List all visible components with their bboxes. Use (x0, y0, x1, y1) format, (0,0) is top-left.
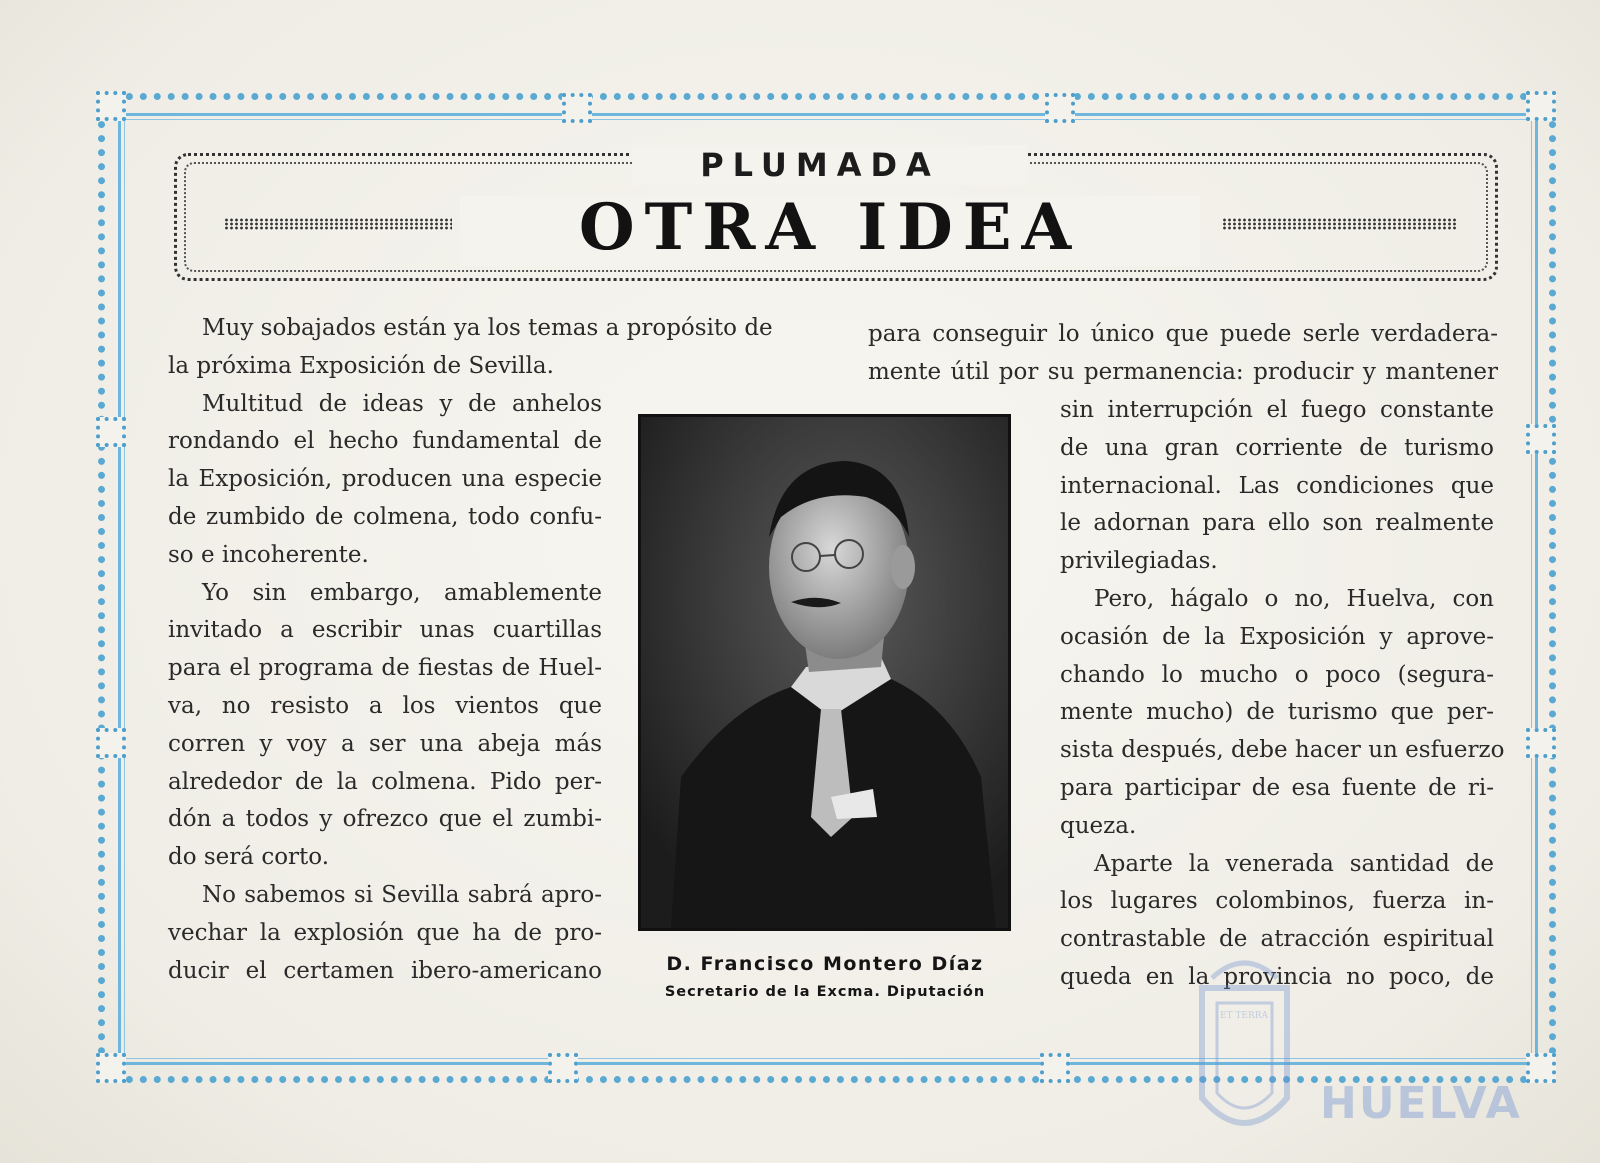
header-dotted-rule-left (224, 218, 452, 230)
column-right-top (868, 316, 1498, 392)
border-left-ornament (96, 417, 126, 447)
header-dotted-rule-right (1222, 218, 1458, 230)
text-line: chando lo mucho o poco (segura- (1060, 661, 1494, 688)
text-line: alrededor de la colmena. Pido per- (168, 768, 602, 795)
text-line: invitado a escribir unas cuartillas (168, 617, 602, 644)
text-line: Pero, hágalo o no, Huelva, con (1094, 585, 1494, 612)
text-line: va, no resisto a los vientos que (168, 692, 602, 719)
portrait-illustration (641, 417, 1008, 928)
text-line: mente mucho) de turismo que per- (1060, 699, 1494, 726)
text-line: Muy sobajados están ya los temas a propósito de (202, 315, 773, 341)
text-line: sista después, debe hacer un esfuerzo (1060, 737, 1505, 764)
text-line: le adornan para ello son realmente (1060, 510, 1494, 537)
text-line: la Exposición, producen una especie (168, 466, 602, 493)
text-line: Aparte la venerada santidad de (1094, 850, 1494, 877)
text-line: corren y voy a ser una abeja más (168, 730, 602, 757)
text-line: do será corto. (168, 844, 330, 871)
section-kicker: PLUMADA (700, 146, 940, 184)
text-line: para el programa de fiestas de Huel- (168, 655, 602, 682)
text-line: mente útil por su permanencia: producir y mantener (868, 358, 1498, 385)
text-line: de una gran corriente de turismo (1060, 434, 1494, 461)
seal-text: ET TERRA (1219, 1011, 1269, 1021)
watermark-text: HUELVA (1320, 1078, 1522, 1129)
border-right-ornament (1526, 728, 1556, 758)
border-corner-ornament (96, 1053, 126, 1083)
border-bottom-ornament (548, 1053, 578, 1083)
huelva-seal-watermark (1192, 958, 1592, 1163)
portrait-photo (638, 414, 1011, 931)
text-line: ducir el certamen ibero-americano (168, 957, 602, 984)
column-right (1060, 392, 1505, 997)
border-right-ornament (1526, 424, 1556, 454)
text-line: No sabemos si Sevilla sabrá apro- (202, 881, 602, 908)
text-line: queda en la provincia no poco, de (1060, 963, 1494, 990)
text-line: los lugares colombinos, fuerza in- (1060, 888, 1494, 915)
text-line: sin interrupción el fuego constante (1060, 397, 1494, 423)
border-top-ornament (1045, 93, 1075, 123)
text-line: contrastable de atracción espiritual (1060, 926, 1494, 953)
text-line: vechar la explosión que ha de pro- (168, 919, 602, 946)
text-line: privilegiadas. (1060, 548, 1218, 575)
text-line: Yo sin embargo, amablemente (202, 579, 602, 606)
text-line: so e incoherente. (168, 541, 369, 568)
border-bottom-ornament (1040, 1053, 1070, 1083)
border-corner-ornament (1526, 91, 1556, 121)
article-title: OTRA IDEA (578, 190, 1082, 265)
photo-caption-name: D. Francisco Montero Díaz (666, 953, 984, 975)
column-left (168, 310, 773, 990)
border-top-ornament (562, 93, 592, 123)
border-corner-ornament (96, 91, 126, 121)
text-line: para participar de esa fuente de ri- (1060, 774, 1494, 801)
text-line: queza. (1060, 812, 1137, 839)
photo-caption-role: Secretario de la Excma. Diputación (664, 984, 986, 1000)
text-line: rondando el hecho fundamental de (168, 428, 602, 455)
text-line: ocasión de la Exposición y aprove- (1060, 623, 1494, 650)
text-line: Multitud de ideas y de anhelos (202, 390, 602, 417)
text-line: la próxima Exposición de Sevilla. (168, 352, 554, 379)
border-left-ornament (96, 728, 126, 758)
text-line: internacional. Las condiciones que (1060, 472, 1494, 499)
text-line: para conseguir lo único que puede serle verdadera- (868, 321, 1498, 347)
text-line: dón a todos y ofrezco que el zumbi- (168, 806, 602, 833)
text-line: de zumbido de colmena, todo confu- (168, 503, 602, 530)
